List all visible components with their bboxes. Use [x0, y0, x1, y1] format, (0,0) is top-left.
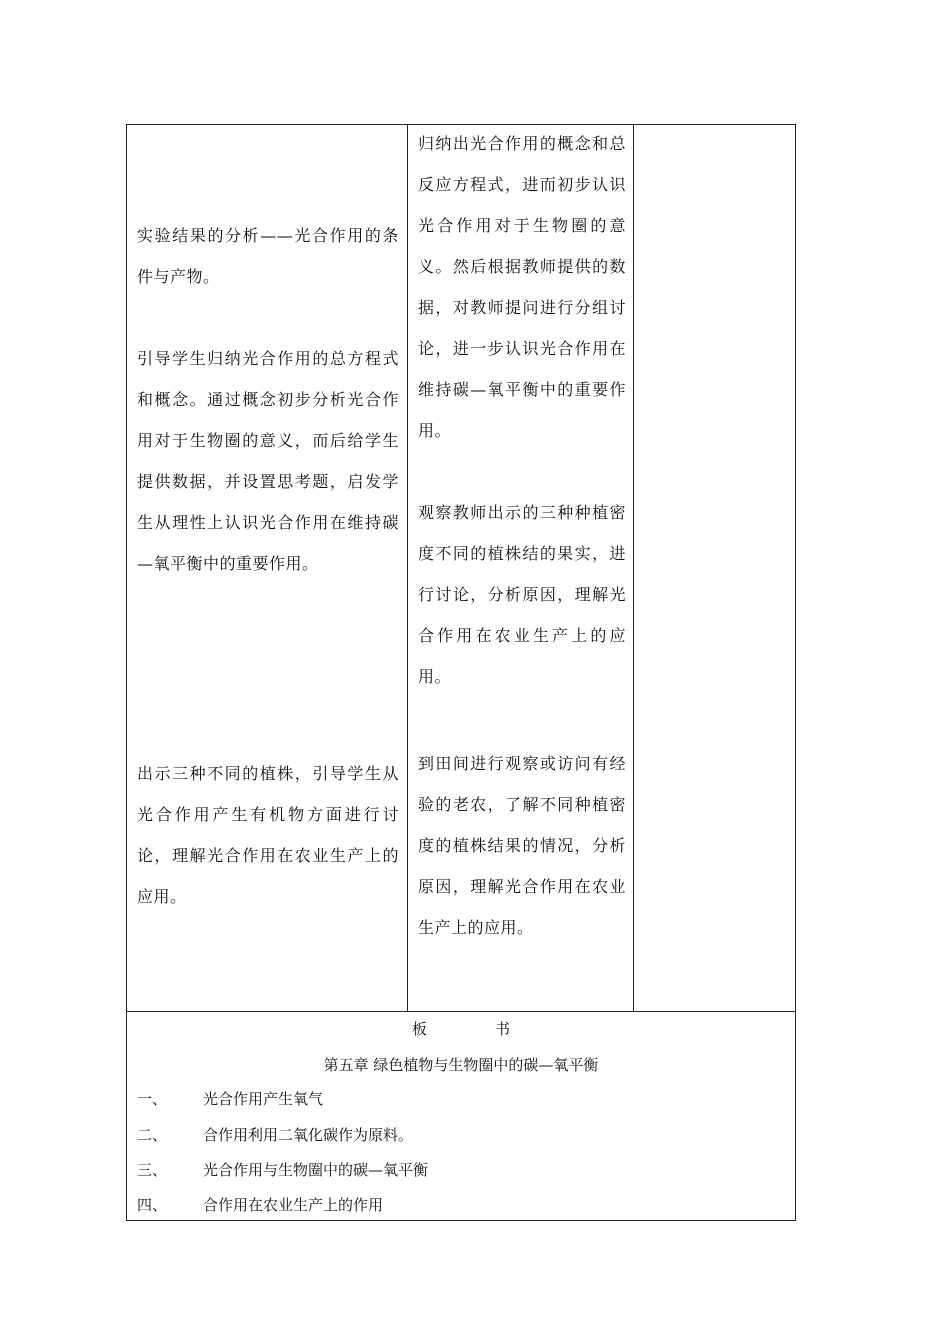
teacher-paragraph-3: 出示三种不同的植株，引导学生从光合作用产生有机物方面进行讨论，理解光合作用在农业生产上的应用。	[137, 764, 399, 906]
board-item-2	[137, 1124, 413, 1146]
board-heading-char1: 板	[411, 1020, 427, 1038]
student-paragraph-1: 归纳出光合作用的概念和总反应方程式，进而初步认识光合作用对于生物圈的意义。然后根据教师提供的数据，对教师提问进行分组讨论，进一步认识光合作用在维持碳—氧平衡中的重要作用。	[418, 134, 626, 440]
notes-column	[634, 125, 795, 1011]
board-item-text: 光合作用产生氧气	[203, 1090, 324, 1108]
board-item-text: 合作用利用二氧化碳作为原料。	[203, 1126, 414, 1144]
board-item-text: 合作用在农业生产上的作用	[203, 1196, 384, 1214]
board-item-number: 三、	[137, 1161, 168, 1179]
board-item-number: 一、	[137, 1090, 168, 1108]
board-item-4	[137, 1194, 383, 1216]
student-paragraph-3: 到田间进行观察或访问有经验的老农，了解不同种植密度的植株结果的情况，分析原因，理解光合作用在农业生产上的应用。	[418, 754, 626, 937]
teacher-paragraph-2: 引导学生归纳光合作用的总方程式和概念。通过概念初步分析光合作用对于生物圈的意义，而后给学生提供数据，并设置思考题，启发学生从理性上认识光合作用在维持碳—氧平衡中的重要作用。	[137, 349, 399, 573]
student-paragraph-2: 观察教师出示的三种种植密度不同的植株结的果实，进行讨论，分析原因，理解光合作用在农业生产上的应用。	[418, 503, 626, 686]
student-activity-column	[408, 125, 634, 1011]
teacher-paragraph-1: 实验结果的分析——光合作用的条件与产物。	[137, 226, 399, 286]
board-item-number: 四、	[137, 1196, 168, 1214]
board-item-3	[137, 1159, 428, 1181]
teacher-activity-column	[127, 125, 408, 1011]
blackboard-section	[126, 1011, 796, 1221]
board-heading-char2: 书	[495, 1020, 511, 1038]
board-item-number: 二、	[137, 1126, 168, 1144]
lesson-table	[126, 124, 796, 1012]
board-item-text: 光合作用与生物圈中的碳—氧平衡	[203, 1161, 429, 1179]
board-heading	[127, 1018, 795, 1040]
board-title: 第五章 绿色植物与生物圈中的碳—氧平衡	[323, 1056, 599, 1074]
board-item-1	[137, 1088, 323, 1110]
